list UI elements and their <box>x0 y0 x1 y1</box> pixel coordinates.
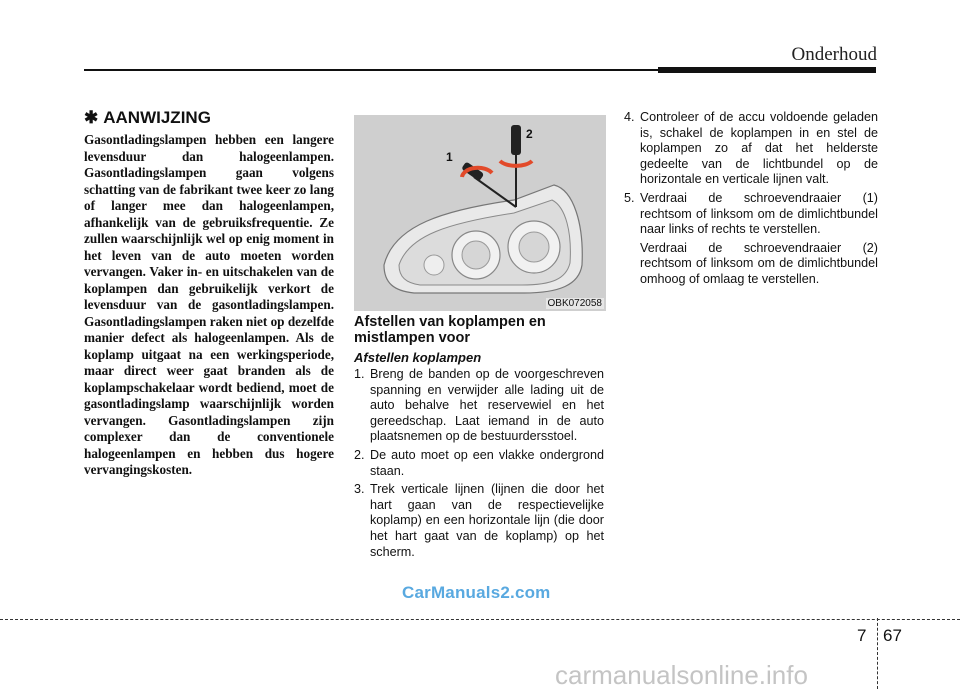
step-number: 1. <box>354 367 365 381</box>
instructions-column-continued <box>624 110 878 288</box>
extra-paragraph: Verdraai de schroevendraaier (2) rechtsom of linksom om de dimlichtbundel omhoog of omlaag te verstellen. <box>640 240 878 286</box>
step-number: 3. <box>354 482 365 497</box>
footer-dashed-rule <box>0 619 960 620</box>
list-item <box>354 482 604 560</box>
note-body: Gasontladingslampen hebben een langere levensduur dan halogeenlampen. Gasontladingslampen gaan volgens schatting van de fabrikant twee keer zo lang of langer mee dan halogeenlampen, afhankelijk van de gebruiksfrequentie. Ze zullen waarschijnlijk wel op enig moment in het leven van de auto moeten worden vervangen. Vaker in- en uitschakelen van de koplampen dan gebruikelijk verkort de levensduur van de gasontladingslampen. Gasontladingslampen raken niet op dezelfde manier defect als halogeenlampen. Als de koplamp uitgaat na een werkingsperiode, maar direct weer gaat branden als de koplampschakelaar wordt bediend, moet de gasontladingslamp waarschijnlijk worden vervangen. Gasontladingslampen zijn complexer dan de conventionele halogeenlampen en hebben dus hogere vervangingskosten. <box>84 132 334 477</box>
instructions-column <box>354 314 604 563</box>
section-title: Afstellen van koplampen en mistlampen voor <box>354 314 546 346</box>
note-column <box>84 108 334 479</box>
figure-label-1: 1 <box>446 150 453 164</box>
figure-label-2: 2 <box>526 127 533 141</box>
note-title: AANWIJZING <box>103 108 211 127</box>
step-text: Trek verticale lijnen (lijnen die door het hart gaan van de respectievelijke koplamp) en een horizontale lijn (die door het hart gaat van de koplamp) op het scherm. <box>370 482 604 559</box>
figure-code: OBK072058 <box>547 298 602 309</box>
step-number: 5. <box>624 190 635 205</box>
steps-list <box>354 367 604 560</box>
step-text: Controleer of de accu voldoende geladen is, schakel de koplampen in en stel de koplampen zo af dat het helderste gedeelte van de lichtbundel op de horizontale en verticale lijnen valt. <box>640 110 878 187</box>
headlamp-adjustment-figure <box>354 115 606 311</box>
step-text: Breng de banden op de voorgeschreven spanning en verwijder alle lading uit de auto behalve het reservewiel en het gereedschap. Laat iemand in de auto plaatsnemen op de bestuurdersstoel. <box>370 367 604 444</box>
list-item <box>354 367 604 445</box>
list-item <box>354 448 604 479</box>
list-item <box>624 191 878 238</box>
headlamp-illustration <box>354 115 606 311</box>
step-text: Verdraai de schroevendraaier (1) rechtsom of linksom om de dimlichtbundel naar links of rechts te verstellen. <box>640 190 878 237</box>
header-rule-thick <box>658 67 876 73</box>
step-text: De auto moet op een vlakke ondergrond staan. <box>370 447 604 478</box>
page-number: 67 <box>883 626 902 645</box>
page-header-title: Onderhoud <box>791 44 877 65</box>
carmanuals-watermark-link[interactable]: CarManuals2.com <box>402 583 551 602</box>
step-number: 2. <box>354 447 365 462</box>
steps-list-continued <box>624 110 878 238</box>
header-rule-thin <box>84 69 658 71</box>
footer-vertical-dash <box>877 618 878 689</box>
section-subtitle: Afstellen koplampen <box>354 350 482 365</box>
chapter-number: 7 <box>857 626 867 645</box>
list-item <box>624 110 878 188</box>
note-heading <box>84 108 334 128</box>
step-number: 4. <box>624 110 635 124</box>
footer-site-watermark: carmanualsonline.info <box>555 660 808 690</box>
asterisk-icon: ✱ <box>84 108 99 127</box>
